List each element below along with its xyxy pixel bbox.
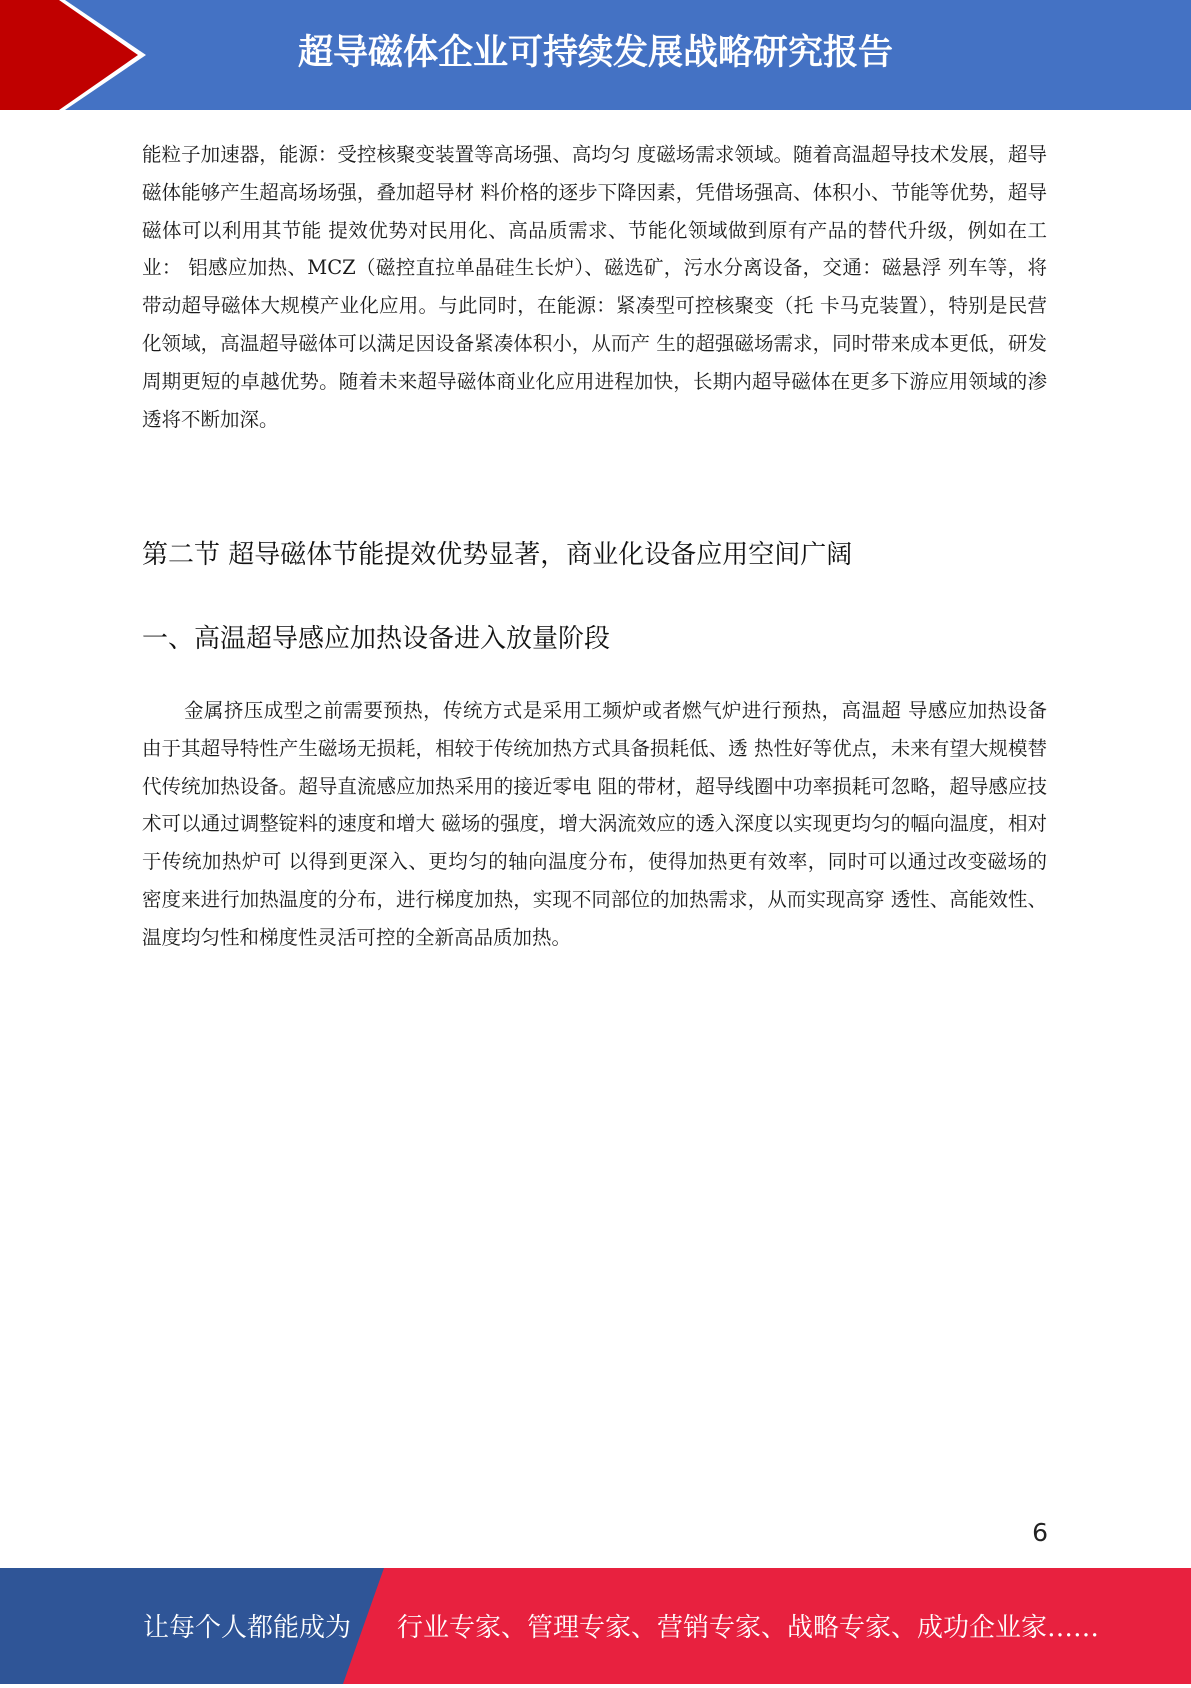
body-paragraph: 金属挤压成型之前需要预热，传统方式是采用工频炉或者燃气炉进行预热，高温超 导感应加热设备由于其超导特性产生磁场无损耗，相较于传统加热方式具备损耗低、透 热性好等优点，未来有望大规模替代传统加热设备。超导直流感应加热采用的接近零电 阻的带材，超导线圈中功率损耗可忽略，超导感应技术可以通过调整锭料的速度和增大 磁场的强度，增大涡流效应的透入深度以实现更均匀的幅向温度，相对于传统加热炉可 以得到更深入、更均匀的轴向温度分布，使得加热更有效率，同时可以通过改变磁场的 密度来进行加热温度的分布，进行梯度加热，实现不同部位的加热需求，从而实现高穿 透性、高能效性、温度均匀性和梯度性灵活可控的全新高品质加热。 [142, 699, 1047, 949]
report-title: 超导磁体企业可持续发展战略研究报告 [297, 33, 893, 73]
footer-slogan: 让每个人都能成为 [143, 1613, 352, 1643]
header-arrow-icon [0, 0, 160, 110]
footer-tagline: 行业专家、管理专家、营销专家、战略专家、成功企业家…… [397, 1613, 1100, 1643]
page-header [0, 0, 1191, 110]
heating-section [142, 692, 1047, 957]
page-footer [0, 1568, 1191, 1684]
intro-section [142, 136, 1047, 438]
page-number: 6 [1032, 1518, 1048, 1547]
section-heading: 第二节 超导磁体节能提效优势显著，商业化设备应用空间广阔 [142, 540, 853, 570]
body-paragraph: 能粒子加速器，能源：受控核聚变装置等高场强、高均匀 度磁场需求领域。随着高温超导技术发展，超导磁体能够产生超高场场强，叠加超导材 料价格的逐步下降因素，凭借场强高、体积小、节能等优势，超导磁体可以利用其节能 提效优势对民用化、高品质需求、节能化领域做到原有产品的替代升级，例如在工业： 铝感应加热、MCZ（磁控直拉单晶硅生长炉）、磁选矿，污水分离设备，交通：磁悬浮 列车等，将带动超导磁体大规模产业化应用。与此同时，在能源：紧凑型可控核聚变（托 卡马克装置），特别是民营化领域，高温超导磁体可以满足因设备紧凑体积小，从而产 生的超强磁场需求，同时带来成本更低，研发周期更短的卓越优势。随着未来超导磁体商业化应用进程加快，长期内超导磁体在更多下游应用领域的渗透将不断加深。 [142, 143, 1047, 431]
subsection-heading: 一、高温超导感应加热设备进入放量阶段 [142, 624, 611, 654]
